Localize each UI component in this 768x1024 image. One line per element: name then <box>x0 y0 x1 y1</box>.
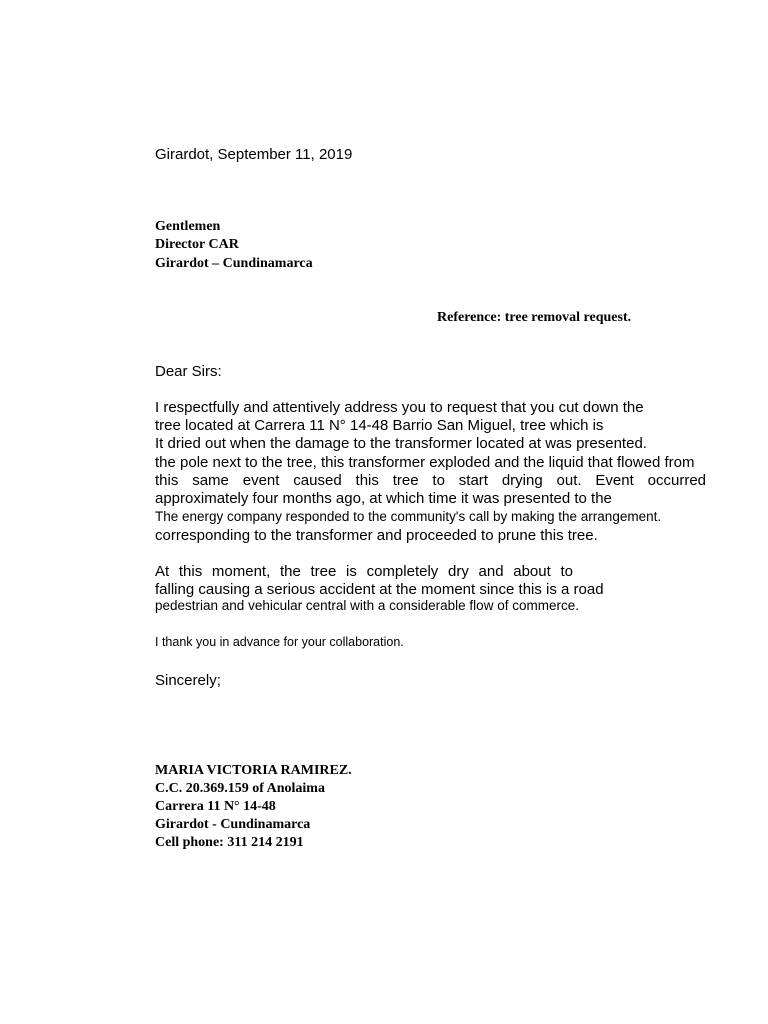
recipient-line: Director CAR <box>155 237 239 252</box>
signer-city: Girardot - Cundinamarca <box>155 817 311 832</box>
recipient-line: Girardot – Cundinamarca <box>155 256 313 271</box>
paragraph-line: tree located at Carrera 11 N° 14-48 Barrio San Miguel, tree which is <box>155 417 604 434</box>
recipient-line: Gentlemen <box>155 219 221 234</box>
paragraph-line: this same event caused this tree to start drying out. Event occurred <box>155 472 706 489</box>
paragraph-line: I respectfully and attentively address you to request that you cut down the <box>155 399 644 416</box>
paragraph-line: At this moment, the tree is completely dry and about to <box>155 563 573 580</box>
paragraph-line: It dried out when the damage to the transformer located at was presented. <box>155 435 647 452</box>
signer-name: MARIA VICTORIA RAMIREZ. <box>155 763 352 778</box>
signer-id: C.C. 20.369.159 of Anolaima <box>155 781 325 796</box>
paragraph-line: corresponding to the transformer and proceeded to prune this tree. <box>155 527 598 544</box>
salutation: Dear Sirs: <box>155 363 222 380</box>
closing: Sincerely; <box>155 672 221 689</box>
paragraph-line: the pole next to the tree, this transformer exploded and the liquid that flowed from <box>155 454 695 471</box>
paragraph-line: The energy company responded to the community's call by making the arrangement. <box>155 509 662 524</box>
place-date: Girardot, September 11, 2019 <box>155 146 353 163</box>
signer-address: Carrera 11 N° 14-48 <box>155 799 276 814</box>
paragraph-line: approximately four months ago, at which time it was presented to the <box>155 490 612 507</box>
paragraph-line: pedestrian and vehicular central with a considerable flow of commerce. <box>155 598 579 613</box>
paragraph-line: falling causing a serious accident at the moment since this is a road <box>155 581 604 598</box>
reference-line: Reference: tree removal request. <box>437 310 632 325</box>
thanks-line: I thank you in advance for your collaboration. <box>155 635 404 649</box>
signer-phone: Cell phone: 311 214 2191 <box>155 835 304 850</box>
